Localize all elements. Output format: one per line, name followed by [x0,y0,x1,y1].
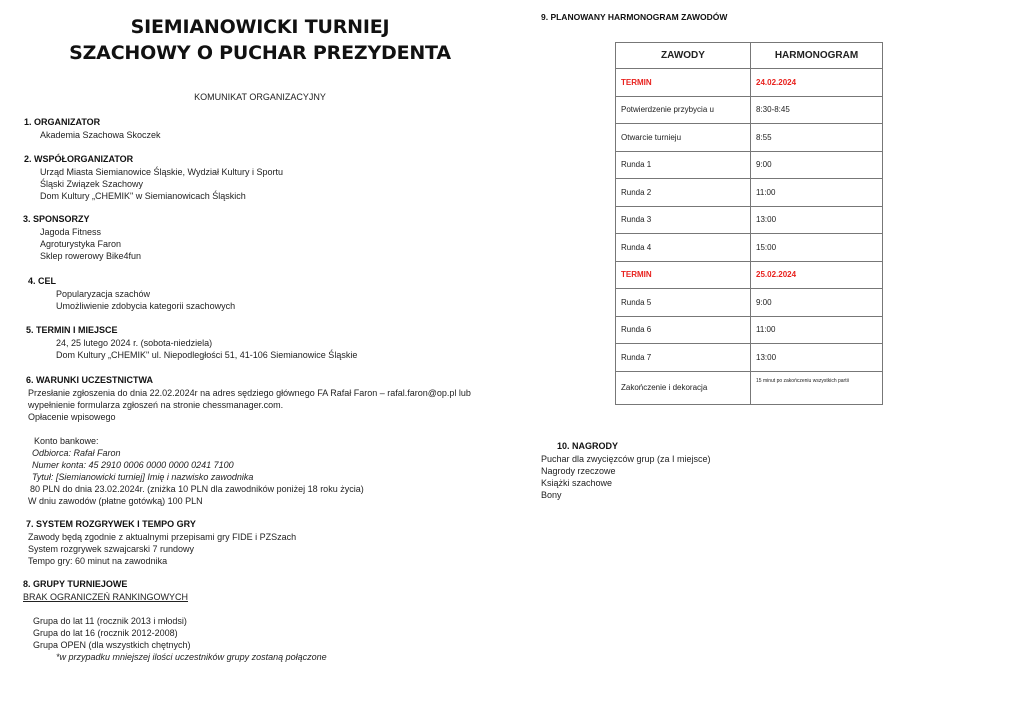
schedule-time-cell: 13:00 [751,206,883,234]
schedule-time-cell: 8:30-8:45 [751,96,883,124]
schedule-event-cell: Runda 3 [616,206,751,234]
schedule-event-cell: Potwierdzenie przybycia u [616,96,751,124]
sponsor-line: Agroturystyka Faron [40,239,122,249]
groups-note: *w przypadku mniejszej ilości uczestników grupy zostaną połączone [56,652,327,662]
no-ranking-limits: BRAK OGRANICZEŃ RANKINGOWYCH [23,592,189,602]
system-line: Zawody będą zgodnie z aktualnymi przepisami gry FIDE i PZSzach [28,532,297,542]
section-heading-coorganizer: 2. WSPÓŁORGANIZATOR [24,154,134,164]
schedule-event-cell: Runda 4 [616,234,751,262]
prize-line: Puchar dla zwycięzców grup (za I miejsce) [541,454,711,464]
coorganizer-line: Śląski Związek Szachowy [40,179,144,189]
section-heading-system: 7. SYSTEM ROZGRYWEK I TEMPO GRY [26,519,196,529]
schedule-time-cell: 9:00 [751,151,883,179]
place-line: Dom Kultury „CHEMIK" ul. Niepodległości 51, 41-106 Siemianowice Śląskie [56,350,358,360]
schedule-time-cell: 24.02.2024 [751,69,883,97]
section-heading-sponsors: 3. SPONSORZY [23,214,90,224]
schedule-time-cell: 15:00 [751,234,883,262]
schedule-time-cell: 11:00 [751,316,883,344]
schedule-table [615,42,883,405]
section-heading-date-place: 5. TERMIN I MIEJSCE [26,325,118,335]
schedule-row [616,206,883,234]
bank-account-number: Numer konta: 45 2910 0006 0000 0000 0241 7100 [32,460,234,470]
schedule-event-cell: TERMIN [616,261,751,289]
section-heading-organizer: 1. ORGANIZATOR [24,117,101,127]
schedule-time-cell: 8:55 [751,124,883,152]
goal-line: Umożliwienie zdobycia kategorii szachowych [56,301,236,311]
schedule-event-cell: Runda 2 [616,179,751,207]
section-heading-schedule: 9. PLANOWANY HARMONOGRAM ZAWODÓW [541,12,728,22]
goal-line: Popularyzacja szachów [56,289,151,299]
section-heading-prizes: 10. NAGRODY [557,441,619,451]
transfer-title: Tytuł: [Siemianowicki turniej] Imię i nazwisko zawodnika [32,472,254,482]
sponsor-line: Jagoda Fitness [40,227,102,237]
schedule-time-cell: 13:00 [751,344,883,372]
bank-recipient: Odbiorca: Rafał Faron [32,448,121,458]
schedule-row [616,96,883,124]
schedule-row [616,289,883,317]
schedule-event-cell: Runda 5 [616,289,751,317]
column-header-event: ZAWODY [616,43,751,69]
sponsor-line: Sklep rowerowy Bike4fun [40,251,142,261]
schedule-time-cell: 9:00 [751,289,883,317]
fee-onsite: W dniu zawodów (płatne gotówką) 100 PLN [28,496,203,506]
column-header-time: HARMONOGRAM [751,43,883,69]
schedule-row [616,124,883,152]
fee-early: 80 PLN do dnia 23.02.2024r. (zniżka 10 PLN dla zawodników poniżej 18 roku życia) [30,484,364,494]
schedule-header-row [616,43,883,69]
schedule-row [616,179,883,207]
schedule-date-row [616,69,883,97]
section-heading-goal: 4. CEL [28,276,57,286]
group-line: Grupa do lat 11 (rocznik 2013 i młodsi) [33,616,187,626]
document-subtitle: KOMUNIKAT ORGANIZACYJNY [194,92,326,102]
schedule-event-cell: Zakończenie i dekoracja [616,371,751,405]
schedule-row [616,151,883,179]
group-line: Grupa OPEN (dla wszystkich chętnych) [33,640,191,650]
schedule-row [616,344,883,372]
coorganizer-line: Urząd Miasta Siemianowice Śląskie, Wydział Kultury i Sportu [40,167,284,177]
schedule-event-cell: Runda 7 [616,344,751,372]
conditions-line: Opłacenie wpisowego [28,412,116,422]
prize-line: Bony [541,490,562,500]
schedule-event-cell: Runda 6 [616,316,751,344]
bank-label: Konto bankowe: [34,436,99,446]
schedule-date-row [616,261,883,289]
schedule-time-cell: 25.02.2024 [751,261,883,289]
schedule-row [616,316,883,344]
schedule-time-cell: 15 minut po zakończeniu wszystkich partii [751,371,883,405]
system-line: System rozgrywek szwajcarski 7 rundowy [28,544,195,554]
schedule-event-cell: Runda 1 [616,151,751,179]
document-title-line1: SIEMIANOWICKI TURNIEJ [130,16,390,38]
schedule-row [616,371,883,405]
conditions-line: wypełnienie formularza zgłoszeń na stronie chessmanager.com. [28,400,284,410]
prize-line: Nagrody rzeczowe [541,466,616,476]
system-line: Tempo gry: 60 minut na zawodnika [28,556,168,566]
prize-line: Książki szachowe [541,478,613,488]
section-heading-groups: 8. GRUPY TURNIEJOWE [23,579,128,589]
document-title-line2: SZACHOWY O PUCHAR PREZYDENTA [69,42,451,64]
organizer-line: Akademia Szachowa Skoczek [40,130,161,140]
section-heading-conditions: 6. WARUNKI UCZESTNICTWA [26,375,153,385]
schedule-event-cell: Otwarcie turnieju [616,124,751,152]
conditions-line: Przesłanie zgłoszenia do dnia 22.02.2024r na adres sędziego głównego FA Rafał Faron – rafal.faron@op.pl lub [28,388,471,398]
schedule-event-cell: TERMIN [616,69,751,97]
date-line: 24, 25 lutego 2024 r. (sobota-niedziela) [56,338,213,348]
schedule-time-cell: 11:00 [751,179,883,207]
coorganizer-line: Dom Kultury „CHEMIK" w Siemianowicach Śląskich [40,191,246,201]
schedule-row [616,234,883,262]
group-line: Grupa do lat 16 (rocznik 2012-2008) [33,628,178,638]
